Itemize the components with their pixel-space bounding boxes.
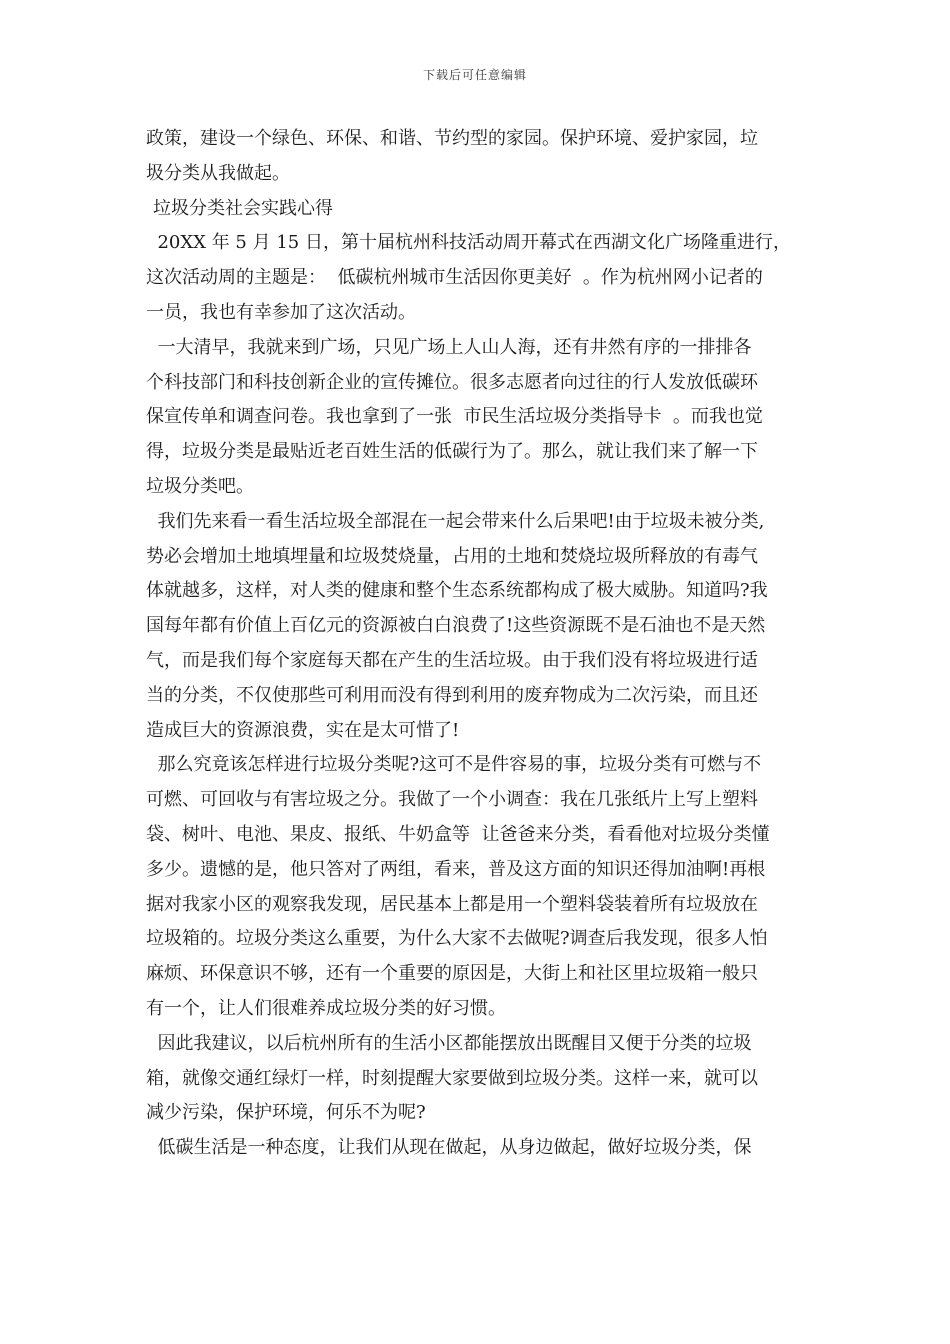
text-line: 体就越多，这样，对人类的健康和整个生态系统都构成了极大威胁。知道吗?我 <box>146 580 768 602</box>
text-line: 20XX 年 5 月 15 日，第十届杭州科技活动周开幕式在西湖文化广场隆重进行， <box>146 232 791 254</box>
text-line: 垃圾箱的。垃圾分类这么重要，为什么大家不去做呢?调查后我发现，很多人怕 <box>146 928 768 950</box>
text-line: 势必会增加土地填埋量和垃圾焚烧量，占用的土地和焚烧垃圾所释放的有毒气 <box>146 545 758 567</box>
section-title: 垃圾分类社会实践心得 <box>153 197 333 219</box>
document-body <box>146 122 822 1166</box>
text-line: 箱，就像交通红绿灯一样，时刻提醒大家要做到垃圾分类。这样一来，就可以 <box>146 1067 758 1089</box>
text-line: 那么究竟该怎样进行垃圾分类呢?这可不是件容易的事，垃圾分类有可燃与不 <box>146 754 762 776</box>
page-header: 下载后可任意编辑 <box>422 68 527 82</box>
text-line: 麻烦、环保意识不够，还有一个重要的原因是，大街上和社区里垃圾箱一般只 <box>146 963 758 985</box>
text-line: 造成巨大的资源浪费，实在是太可惜了! <box>146 719 460 741</box>
text-line: 据对我家小区的观察我发现，居民基本上都是用一个塑料袋装着所有垃圾放在 <box>146 893 758 915</box>
text-line: 多少。遗憾的是，他只答对了两组，看来，普及这方面的知识还得加油啊!再根 <box>146 858 766 880</box>
text-line: 个科技部门和科技创新企业的宣传摊位。很多志愿者向过往的行人发放低碳环 <box>146 371 758 393</box>
text-line: 减少污染，保护环境，何乐不为呢? <box>146 1102 426 1124</box>
text-line: 国每年都有价值上百亿元的资源被白白浪费了!这些资源既不是石油也不是天然 <box>146 615 766 637</box>
text-line: 一大清早，我就来到广场，只见广场上人山人海，还有井然有序的一排排各 <box>146 336 752 358</box>
text-line: 政策，建设一个绿色、环保、和谐、节约型的家园。保护环境、爱护家园，垃 <box>146 128 758 149</box>
text-line: 袋、树叶、电池、果皮、报纸、牛奶盒等 让爸爸来分类，看看他对垃圾分类懂 <box>146 823 770 845</box>
text-line: 得，垃圾分类是最贴近老百姓生活的低碳行为了。那么，就让我们来了解一下 <box>146 441 758 463</box>
text-line: 保宣传单和调查问卷。我也拿到了一张 市民生活垃圾分类指导卡 。而我也觉 <box>146 406 763 428</box>
text-line: 当的分类，不仅使那些可利用而没有得到利用的废弃物成为二次污染，而且还 <box>146 684 758 706</box>
text-line: 圾分类从我做起。 <box>146 162 290 184</box>
text-line: 因此我建议，以后杭州所有的生活小区都能摆放出既醒目又便于分类的垃圾 <box>146 1032 752 1054</box>
text-line: 垃圾分类吧。 <box>146 475 254 497</box>
text-line: 我们先来看一看生活垃圾全部混在一起会带来什么后果吧!由于垃圾未被分类, <box>146 510 765 532</box>
text-line: 有一个，让人们很难养成垃圾分类的好习惯。 <box>146 997 506 1019</box>
text-line: 一员，我也有幸参加了这次活动。 <box>146 301 416 323</box>
text-line: 低碳生活是一种态度，让我们从现在做起，从身边做起，做好垃圾分类，保 <box>146 1137 752 1159</box>
text-line: 这次活动周的主题是： 低碳杭州城市生活因你更美好 。作为杭州网小记者的 <box>146 267 763 289</box>
text-line: 可燃、可回收与有害垃圾之分。我做了一个小调查：我在几张纸片上写上塑料 <box>146 789 758 811</box>
text-line: 气，而是我们每个家庭每天都在产生的生活垃圾。由于我们没有将垃圾进行适 <box>146 649 758 671</box>
